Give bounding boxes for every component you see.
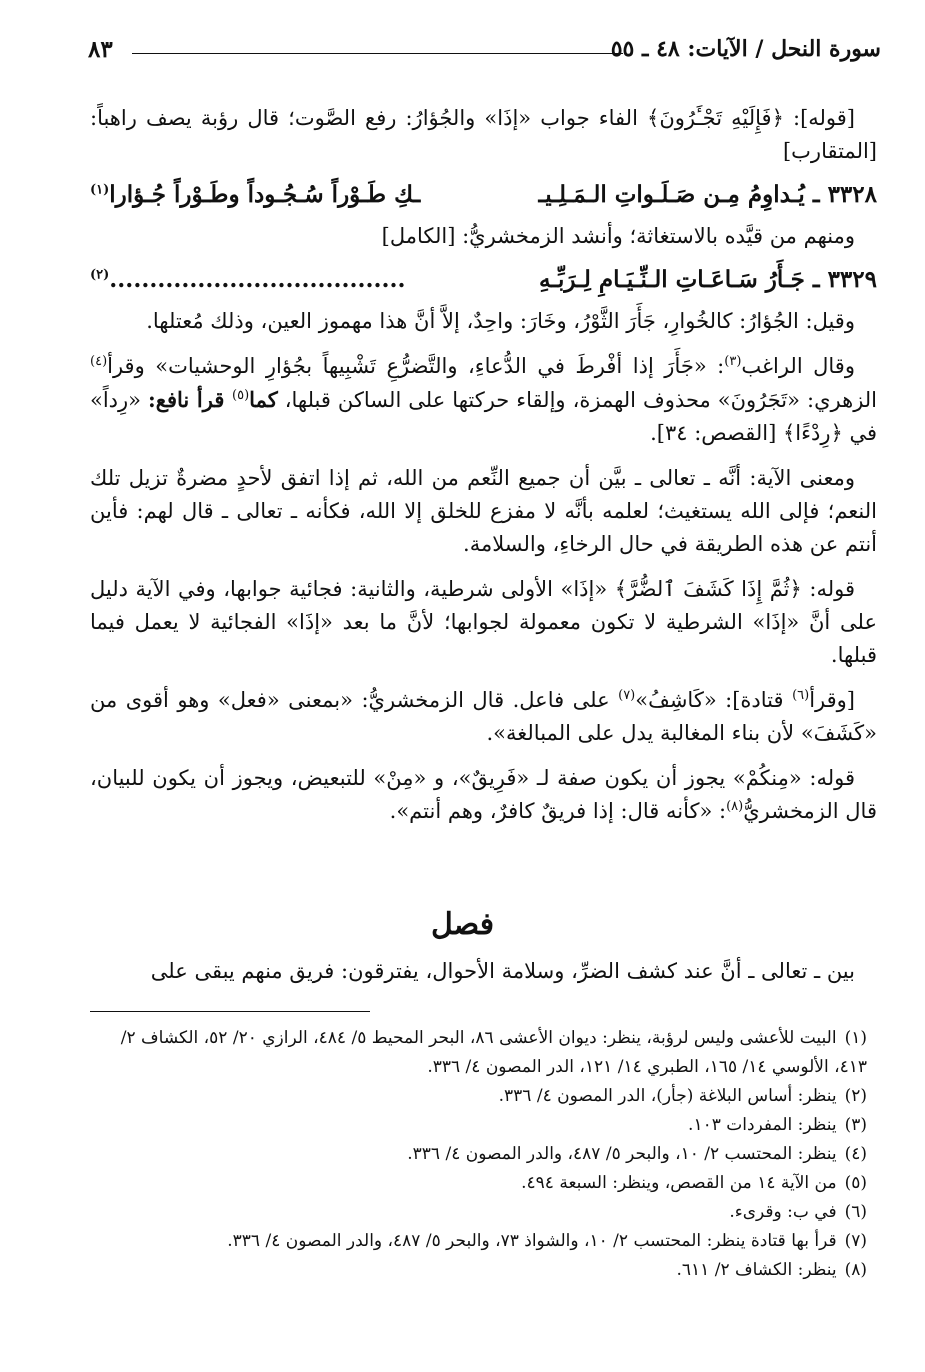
footnote-number: (٧)	[844, 1231, 867, 1251]
verse-left-dots: .....................................	[109, 266, 406, 293]
paragraph-8	[90, 762, 877, 828]
footnote-ref-5: (٥)	[232, 388, 250, 403]
footnote-number: (٨)	[844, 1260, 867, 1280]
footnote-2	[90, 1082, 867, 1111]
footnote-text: ينظر: الكشاف ٢/ ٦١١.	[676, 1260, 837, 1280]
footnote-number: (٤)	[844, 1144, 867, 1164]
p4-text-c: الزهري: «تَجَرُونَ» محذوف الهمزة، وإلقاء حركتها على الساكن قبلها،	[277, 388, 878, 412]
poetry-verse-3329	[90, 263, 877, 295]
paragraph-4	[90, 350, 877, 450]
paragraph-5: ومعنى الآية: أنَّه ـ تعالى ـ بيَّن أن جميع النِّعم من الله، ثم إذا اتفق لأحدٍ مضرةٌ تزيل تلك النعم؛ فإلى الله يستغيث؛ لعلمه بأنَّه لا مفزع للخلق إلا الله، فكأنه ـ تعالى ـ قال لهم: فأين أنتم عن هذه الطريقة في حال الرخاءِ، والسلامة.	[90, 466, 877, 556]
paragraph-6: قوله: ﴿ثُمَّ إِذَا كَشَفَ ٱلضُّرَّ﴾ «إذَا» الأولى شرطية، والثانية: فجائية جوابها، وفي الآية دليل على أنَّ «إذَا» الشرطية لا تكون معمولة لجوابها؛ لأنَّ ما بعد «إذَا» الفجائية لا يعمل فيما قبلها.	[90, 577, 877, 667]
footnote-ref-4: (٤)	[90, 354, 108, 369]
footnote-7	[90, 1227, 867, 1256]
section-heading: فصل	[430, 907, 495, 942]
footnote-separator	[90, 1011, 370, 1012]
verse-hemistich-right: ٣٣٢٩ ـ جَـأَرُ سَـاعَـاتِ الـنِّـيَـامِ لِـرَبِّـهِ	[538, 266, 877, 293]
verse-hemistich-right: ٣٣٢٨ ـ يُـداوِمُ مِـن صَـلَـواتِ الـمَـلِـيـ	[538, 181, 877, 208]
p4-text-a: وقال الراغب	[741, 354, 855, 378]
p8-text-a: قوله: «مِنكُمْ» يجوز أن يكون صفة لـ «فَرِيقٌ»، و «مِنْ» للتبعيض، ويجوز أن يكون للبيان، قال الزمخشريُّ	[90, 766, 877, 823]
paragraph-7	[90, 684, 877, 750]
footnote-text: من الآية ١٤ من القصص، وينظر: السبعة ٤٩٤.	[521, 1173, 837, 1193]
footnote-ref-2: (٢)	[90, 267, 110, 283]
footnote-text: ينظر: أساس البلاغة (جأر)، الدر المصون ٤/ ٣٣٦.	[498, 1086, 837, 1106]
footnote-ref-3: (٣)	[724, 354, 742, 369]
main-text	[90, 102, 877, 840]
section-paragraph: بين ـ تعالى ـ أنَّ عند كشف الضرِّ، وسلامة الأحوال، يفترقون: فريق منهم يبقى على	[150, 959, 855, 983]
footnote-number: (٦)	[844, 1202, 867, 1222]
footnote-5	[90, 1169, 867, 1198]
footnote-6	[90, 1198, 867, 1227]
footnote-number: (٣)	[844, 1115, 867, 1135]
poetry-verse-3328	[90, 178, 877, 210]
p7-text-b: قتادة]: «كَاشِفُ»	[635, 688, 793, 712]
footnotes	[90, 1024, 867, 1285]
paragraph-3: وقيل: الجُؤارُ: كالخُوارِ، جَأَرَ الثَّوْرُ، وخَارَ: واحِدٌ، إلاَّ أنَّ هذا مهموز العين، وذلك مُعتلها.	[146, 309, 855, 333]
footnote-ref-6: (٦)	[792, 688, 810, 703]
p4-text-d: «رِداً» في ﴿رِدْءًا﴾ [القصص: ٣٤].	[90, 388, 877, 445]
paragraph-1: [قوله]: ﴿فَإِلَيْهِ تَجْـَٔرُونَ﴾ الفاء جواب «إذَا» والجُؤارُ: رفع الصَّوت؛ قال رؤبة يصف راهباً: [المتقارب]	[90, 106, 877, 163]
footnote-ref-8: (٨)	[726, 799, 744, 814]
footnote-text: قرأ بها قتادة ينظر: المحتسب ٢/ ١٠، والشواذ ٧٣، والبحر ٥/ ٤٨٧، والدر المصون ٤/ ٣٣٦.	[227, 1231, 837, 1251]
header-title: سورة النحل / الآيات: ٤٨ ـ ٥٥	[610, 36, 881, 62]
p7-text-a: [وقرأ	[809, 688, 855, 712]
verse-hemistich-left	[90, 178, 420, 211]
footnote-3	[90, 1111, 867, 1140]
footnote-8	[90, 1256, 867, 1285]
p7-text-c: على فاعل. قال الزمخشريُّ: «بمعنى «فعل» وهو أقوى من «كَشَفَ» لأن بناء المغالبة يدل على المبالغة».	[90, 688, 877, 745]
footnote-ref-1: (١)	[90, 182, 110, 198]
p4-bold-kama: كما	[249, 387, 278, 412]
footnote-text: ينظر: المفردات ١٠٣.	[688, 1115, 837, 1135]
footnote-ref-7: (٧)	[618, 688, 636, 703]
p8-text-b: : «كأنه قال: إذا فريقٌ كافرٌ، وهم أنتم».	[389, 799, 727, 823]
header-rule	[132, 53, 623, 54]
footnote-4	[90, 1140, 867, 1169]
p4-bold-nafi: قرأ نافع:	[148, 387, 233, 412]
footnote-number: (٢)	[844, 1086, 867, 1106]
footnote-number: (٥)	[844, 1173, 867, 1193]
running-header	[88, 34, 881, 68]
verse-left-text: ـكِ طَـوْراً سُـجُـوداً وطَـوْراً جُـؤارا	[109, 181, 421, 208]
footnote-text: ينظر: المحتسب ٢/ ١٠، والبحر ٥/ ٤٨٧، والدر المصون ٤/ ٣٣٦.	[407, 1144, 837, 1164]
paragraph-2: ومنهم من قيَّده بالاستغاثة؛ وأنشد الزمخشريُّ: [الكامل]	[381, 224, 855, 248]
footnote-text: البيت للأعشى وليس لرؤبة، ينظر: ديوان الأعشى ٨٦، البحر المحيط ٥/ ٤٨٤، الرازي ٢٠/ ٥٢، الكشاف ٢/ ٤١٣، الألوسي ١٤/ ١٦٥، الطبري ١٤/ ١٢١، الدر المصون ٤/ ٣٣٦.	[120, 1028, 867, 1077]
verse-hemistich-left	[90, 263, 406, 296]
page-number: ٨٣	[88, 36, 113, 63]
footnote-text: في ب: وقرىء.	[729, 1202, 837, 1222]
p4-text-b: : «جَأَرَ إذا أفْرطَ في الدُّعاءِ، والتَّضرُّعِ تَشْبِيهاً بجُؤارِ الوحشيات» وقرأ	[107, 354, 725, 378]
footnote-1	[90, 1024, 867, 1082]
footnote-number: (١)	[844, 1028, 867, 1048]
